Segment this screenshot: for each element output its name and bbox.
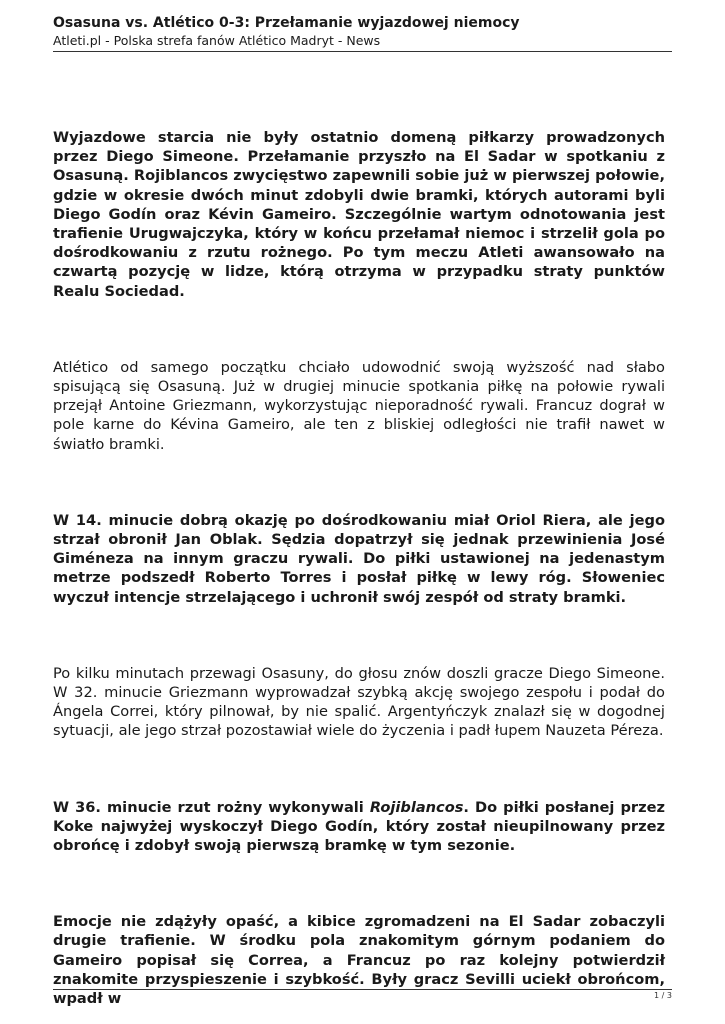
paragraph-5-end: . Do piłki posłanej przez Koke najwyżej wyskoczył Diego Godín, który został nieupilnowany przez obrońcę i zdobył swoją pierwszą bramkę w tym sezonie. [53, 798, 665, 855]
page-header [53, 14, 672, 49]
paragraph-3: W 14. minucie dobrą okazję po dośrodkowaniu miał Oriol Riera, ale jego strzał obronił Jan Oblak. Sędzia dopatrzył się jednak przewinienia José Giméneza na innym graczu rywali. Do piłki ustawionej na jedenastym metrze podszedł Roberto Torres i posłał piłkę w lewy róg. Słoweniec wyczuł intencje strzelającego i uchronił swój zespół od straty bramki. [53, 511, 665, 606]
paragraph-6: Emocje nie zdążyły opaść, a kibice zgromadzeni na El Sadar zobaczyli drugie trafienie. W środku pola znakomitym górnym podaniem do Gameiro popisał się Correa, a Francuz po raz kolejny potwierdził znakomite przyspieszenie i szybkość. Były gracz Sevilli uciekł obrońcom, wpadł w [53, 913, 665, 1008]
header-divider [53, 51, 672, 52]
page-number: 1 / 3 [654, 991, 672, 1000]
paragraph-2: Atlético od samego początku chciało udowodnić swoją wyższość nad słabo spisującą się Osasuną. Już w drugiej minucie spotkania piłkę na połowie rywali przejął Antoine Griezmann, wykorzystując nieporadność rywali. Francuz dograł w pole karne do Kévina Gameiro, ale ten z bliskiej odległości nie trafił nawet w światło bramki. [53, 358, 665, 453]
paragraph-intro: Wyjazdowe starcia nie były ostatnio domeną piłkarzy prowadzonych przez Diego Simeone. Przełamanie przyszło na El Sadar w spotkaniu z Osasuną. Rojiblancos zwycięstwo zapewnili sobie już w pierwszej połowie, gdzie w okresie dwóch minut zdobyli dwie bramki, których autorami byli Diego Godín oraz Kévin Gameiro. Szczególnie wartym odnotowania jest trafienie Urugwajczyka, który w końcu przełamał niemoc i strzelił gola po dośrodkowaniu z rzutu rożnego. Po tym meczu Atleti awansowało na czwartą pozycję w lidze, którą otrzyma w przypadku straty punktów Realu Sociedad. [53, 129, 665, 300]
page-subtitle: Atleti.pl - Polska strefa fanów Atlético Madryt - News [53, 33, 381, 48]
page-title: Osasuna vs. Atlético 0-3: Przełamanie wyjazdowej niemocy [53, 15, 520, 31]
paragraph-5-emphasis: Rojiblancos [369, 798, 464, 816]
article-body [53, 128, 665, 1008]
paragraph-4: Po kilku minutach przewagi Osasuny, do głosu znów doszli gracze Diego Simeone. W 32. minucie Griezmann wyprowadzał szybką akcję swojego zespołu i podał do Ángela Correi, który pilnował, by nie spalić. Argentyńczyk znalazł się w dogodnej sytuacji, ale jego strzał pozostawiał wiele do życzenia i padł łupem Nauzeta Péreza. [53, 664, 665, 740]
footer-divider [53, 989, 672, 990]
paragraph-5-start: W 36. minucie rzut rożny wykonywali [53, 798, 370, 816]
paragraph-5 [53, 798, 665, 856]
